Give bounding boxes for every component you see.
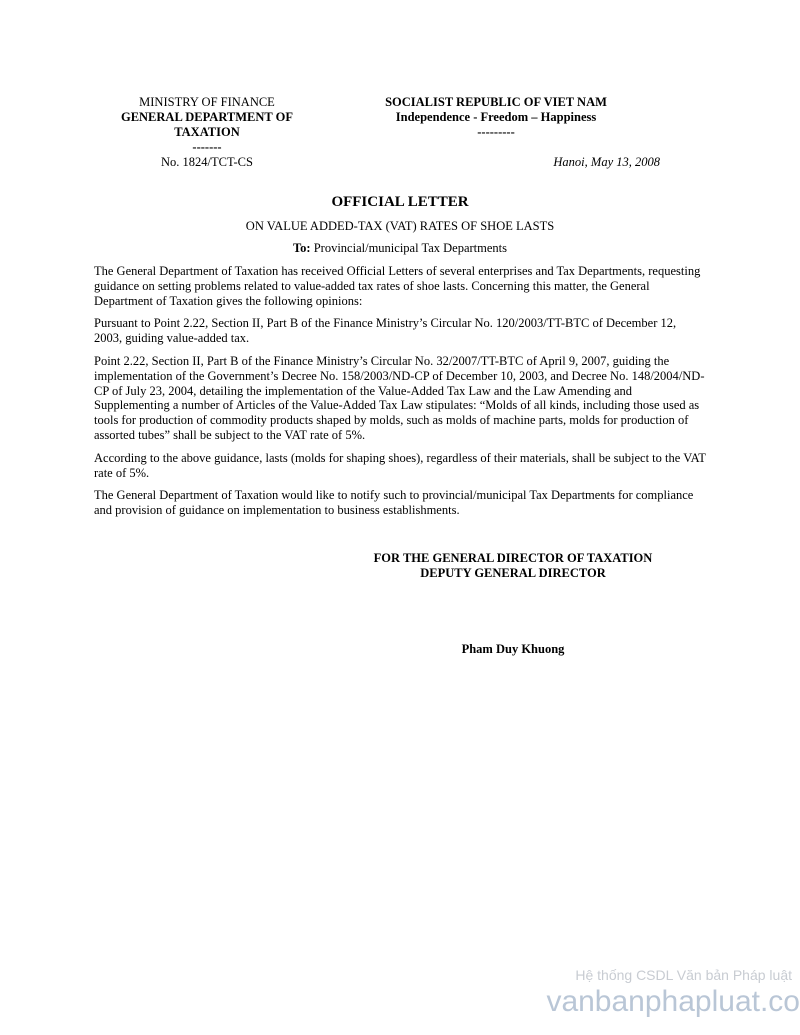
- site-watermark: [510, 966, 800, 1020]
- recipient-label: To:: [292, 241, 311, 255]
- issuer-block: [106, 95, 308, 155]
- national-heading: [360, 95, 632, 140]
- signature-title: DEPUTY GENERAL DIRECTOR: [420, 566, 606, 580]
- issuer-department-line2: TAXATION: [174, 125, 240, 139]
- issuer-ministry: MINISTRY OF FINANCE: [139, 95, 275, 109]
- signature-authority: FOR THE GENERAL DIRECTOR OF TAXATION: [373, 551, 653, 565]
- national-motto: Independence - Freedom – Happiness: [395, 110, 597, 124]
- watermark-domain: vanbanphapluat.co: [546, 985, 800, 1018]
- watermark-caption: Hệ thống CSDL Văn bản Pháp luật: [575, 967, 792, 983]
- issuer-department-line1: GENERAL DEPARTMENT OF: [120, 110, 294, 124]
- body-paragraph: The General Department of Taxation would like to notify such to provincial/municipal Tax Departments for compliance and provision of guidance on implementation to business establishments.: [94, 488, 694, 518]
- recipient-text: Provincial/municipal Tax Departments: [310, 241, 508, 255]
- place-and-date: Hanoi, May 13, 2008: [553, 155, 660, 169]
- document-number: No. 1824/TCT-CS: [161, 155, 253, 169]
- signer-name: Pham Duy Khuong: [461, 642, 565, 656]
- document-title: OFFICIAL LETTER: [331, 194, 469, 210]
- issuer-separator: -------: [192, 140, 222, 154]
- recipient-line: [94, 241, 706, 256]
- signature-block: [340, 551, 686, 581]
- body-paragraph: Pursuant to Point 2.22, Section II, Part B of the Finance Ministry’s Circular No. 120/2003/TT-BTC of December 12, 2003, guiding value-added tax.: [94, 316, 677, 346]
- document-subtitle: ON VALUE ADDED-TAX (VAT) RATES OF SHOE LASTS: [245, 219, 555, 233]
- country-name: SOCIALIST REPUBLIC OF VIET NAM: [385, 95, 607, 109]
- body-paragraph: According to the above guidance, lasts (molds for shaping shoes), regardless of their materials, shall be subject to the VAT rate of 5%.: [94, 450, 706, 480]
- national-separator: ---------: [477, 125, 515, 139]
- body-paragraph: Point 2.22, Section II, Part B of the Finance Ministry’s Circular No. 32/2007/TT-BTC of April 9, 2007, guiding the implementation of the Government’s Decree No. 158/2003/ND-CP of December 10, 2003, and Decree No. 148/2004/ND-CP of July 23, 2004, detailing the implementation of the Value-Added Tax Law and the Law Amending and Supplementing a number of Articles of the Value-Added Tax Law stipulates: “Molds of all kinds, including those used as tools for production of commodity products shaped by molds, such as molds of machine parts, molds for production of assorted tubes” shall be subject to the VAT rate of 5%.: [94, 353, 705, 442]
- body-paragraph: The General Department of Taxation has received Official Letters of several enterprises and Tax Departments, requesting guidance on setting problems related to value-added tax rates of shoe lasts. Concerning this matter, the General Department of Taxation gives the following opinions:: [94, 264, 701, 308]
- letter-body: [94, 264, 706, 526]
